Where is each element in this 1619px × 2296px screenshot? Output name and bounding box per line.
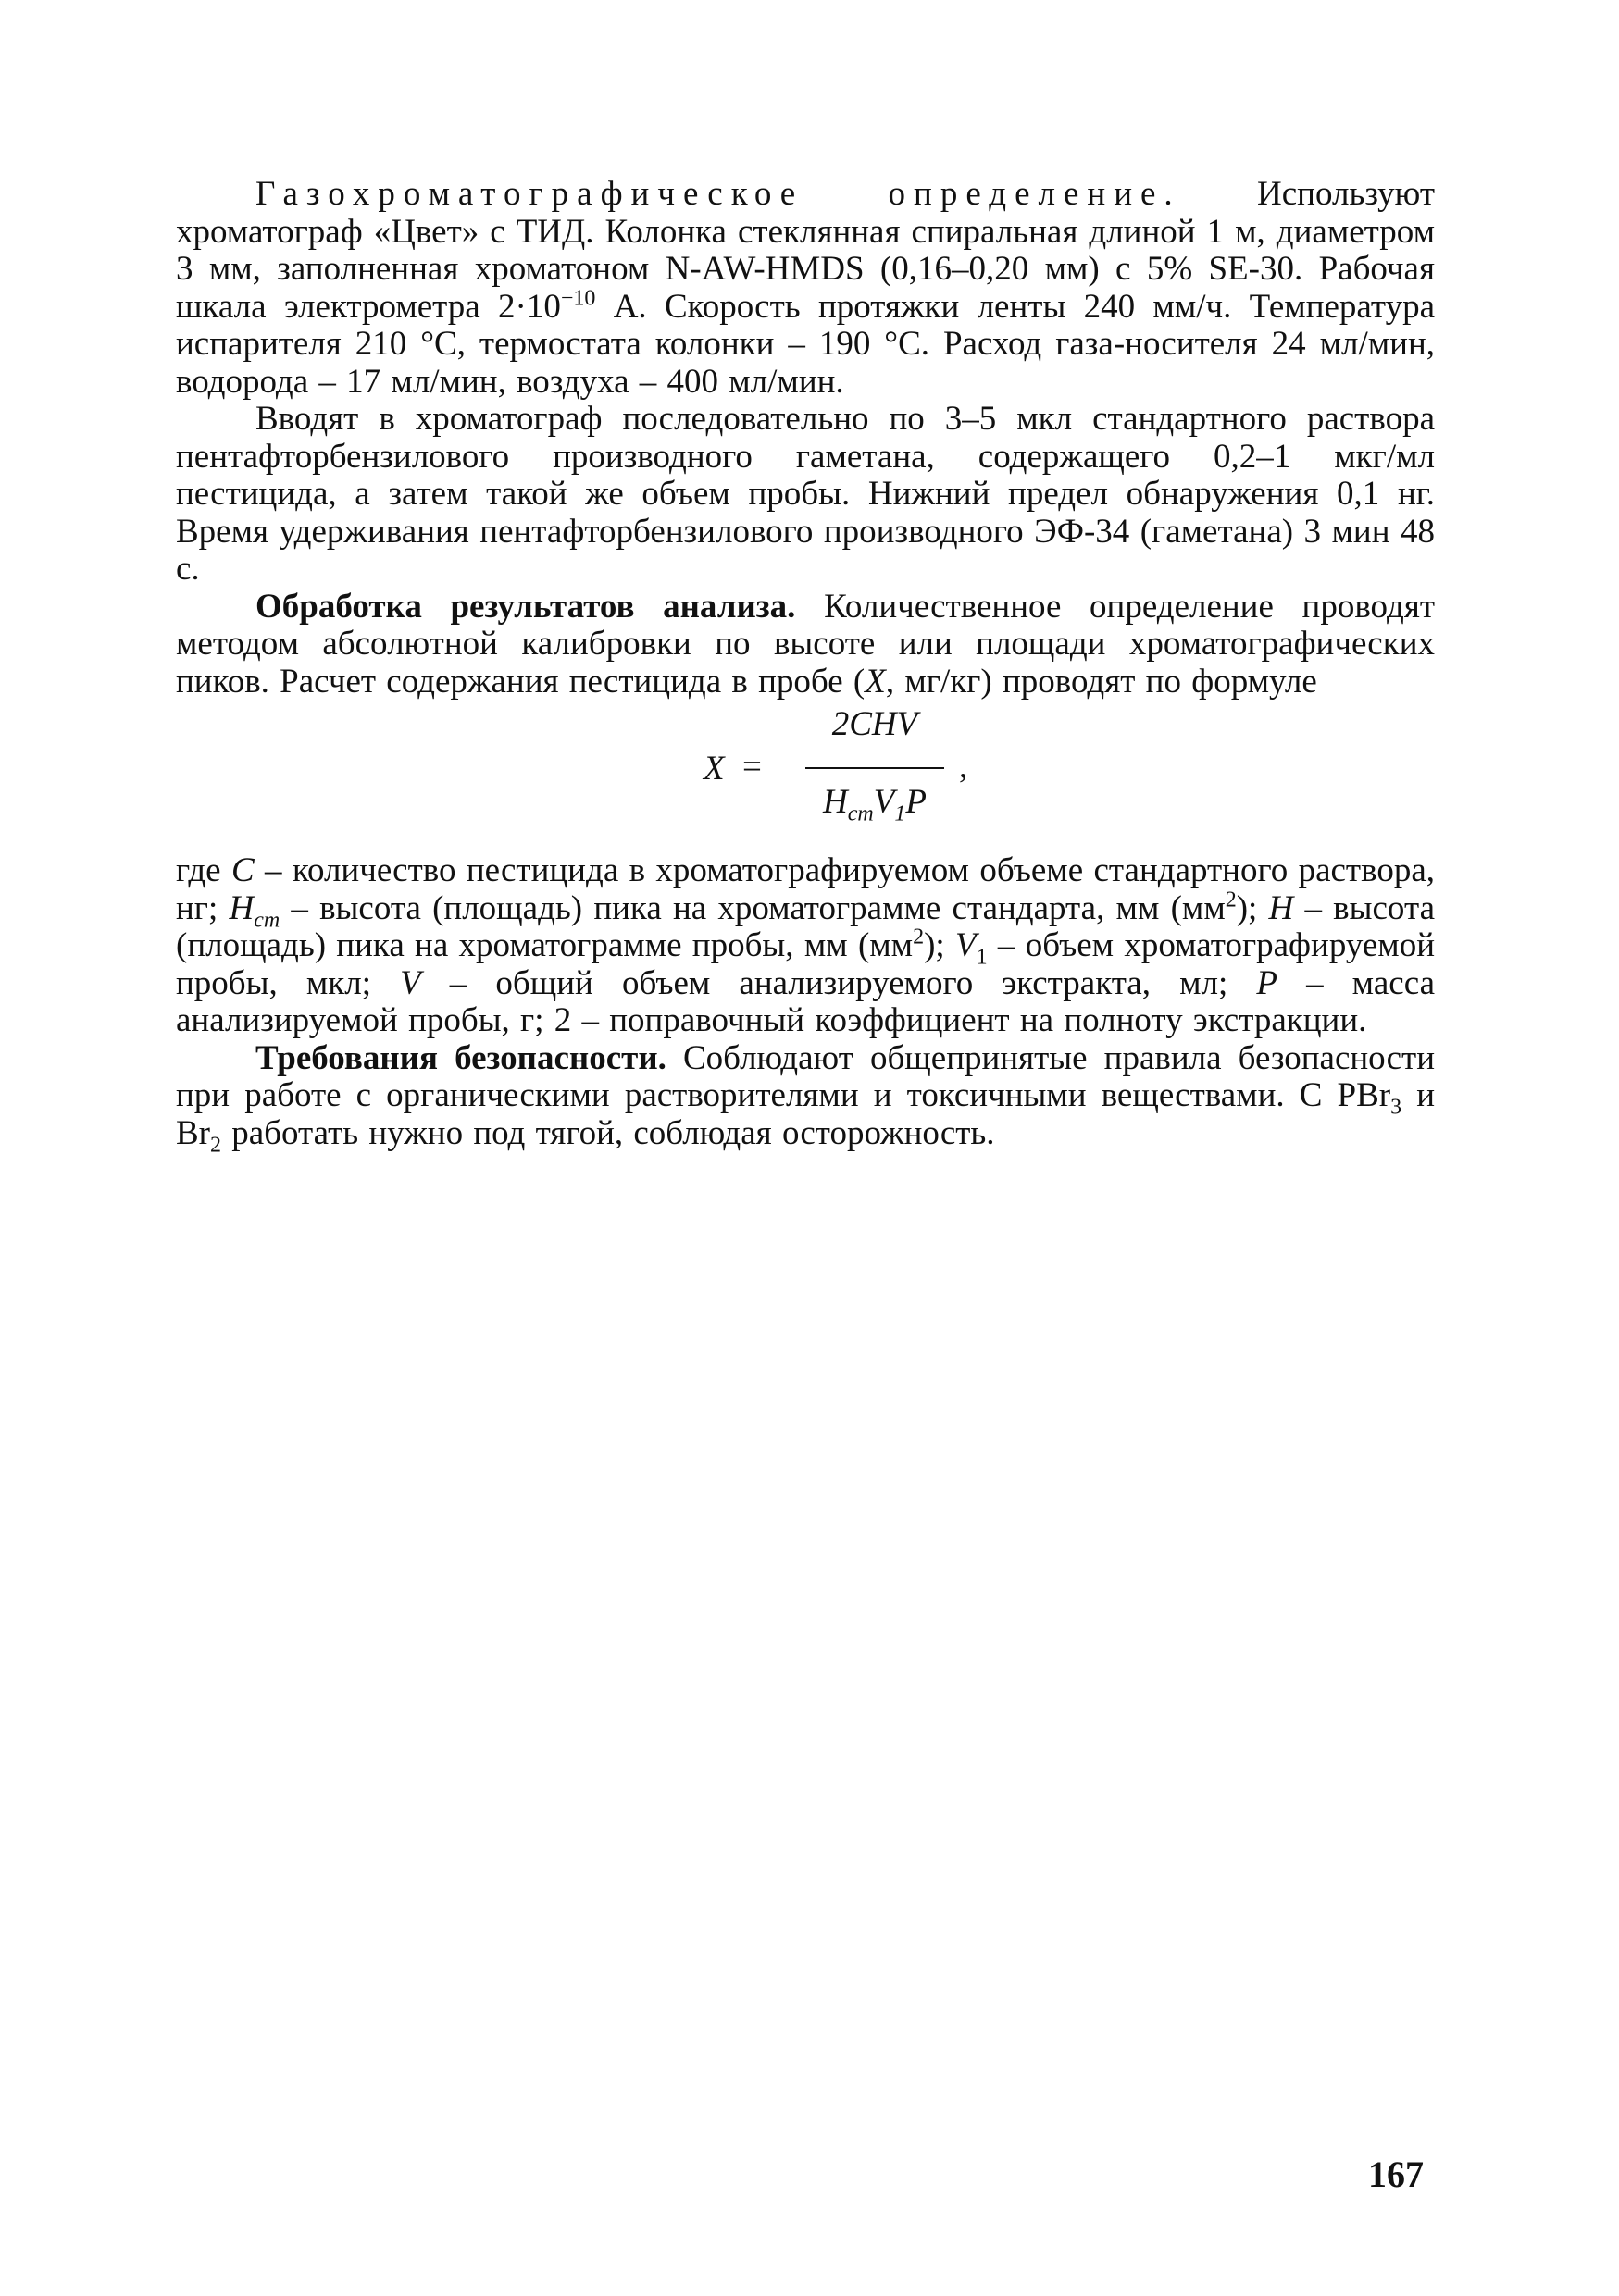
page-number: 167: [1368, 2153, 1424, 2195]
text: );: [1236, 888, 1269, 927]
subscript: 3: [1390, 1095, 1402, 1120]
subscript: ст: [254, 907, 280, 932]
section-heading-safety: Требования безопасности.: [255, 1038, 666, 1077]
text: и Br: [176, 1076, 1435, 1152]
den-v-sub: 1: [894, 801, 906, 826]
formula-numerator: 2CHV: [831, 705, 918, 743]
formula-denominator: [815, 782, 935, 826]
paragraph-text: Количественное определение проводят методом абсолютной калибровки по высоте или площади хроматографических пиков. Расчет содержания пестицида в пробе (: [176, 587, 1436, 701]
variable-p: P: [1256, 963, 1277, 1002]
text: работать нужно под тягой, соблюдая осторожность.: [221, 1113, 995, 1152]
den-p: P: [905, 783, 927, 821]
text: – объем хроматографируемой пробы, мкл;: [176, 926, 1435, 1002]
paragraph-text: Вводят в хроматограф последовательно по 3–5 мкл стандартного раствора пентафторбензилового производного гаметана, содержащего 0,2–1 мкг/мл пестицида, а затем такой же объем пробы. Нижний предел обнаружения 0,1 нг. Время удерживания пентафторбензилового производного ЭФ-34 (гаметана) 3 мин 48 с.: [176, 400, 1435, 588]
section-heading-gc: Газохроматографическое определение.: [255, 175, 1181, 213]
superscript: 2: [1225, 887, 1237, 912]
paragraph-variables: [176, 852, 1435, 1040]
variable-h: H: [1268, 888, 1294, 927]
paragraph-text: Используют хроматограф «Цвет» с ТИД. Колонка стеклянная спиральная длиной 1 м, диаметром 3 мм, заполненная хроматоном N-AW-HMDS (0,16–0,20 мм) с 5% SE-30. Рабочая шкала электрометра 2·10: [176, 175, 1435, 326]
den-h-sub: ст: [847, 801, 874, 826]
formula-equals: =: [742, 748, 762, 786]
paragraph-injection: [176, 401, 1435, 589]
superscript: −10: [560, 286, 596, 311]
paragraph-gc-method: [176, 176, 1435, 401]
text: где: [176, 851, 231, 889]
superscript: 2: [913, 925, 925, 949]
variable-hst: H: [229, 888, 255, 927]
den-h: H: [823, 783, 848, 821]
variable-c: C: [230, 851, 255, 889]
text: – высота (площадь) пика на хроматограмме пробы, мм (мм: [176, 888, 1435, 964]
paragraph-text: А. Скорость протяжки ленты 240 мм/ч. Температура испарителя 210 °С, термостата колонки – 190 °С. Расход газа-носителя 24 мл/мин, водорода – 17 мл/мин, воздуха – 400 мл/мин.: [176, 287, 1435, 401]
page-body: [176, 175, 1436, 1157]
formula-lhs: X: [704, 750, 725, 788]
den-v: V: [873, 783, 895, 821]
variable-v1: V: [955, 926, 977, 964]
text: – высота (площадь) пика на хроматограмме стандарта, мм (мм: [280, 888, 1226, 927]
text: );: [924, 926, 955, 964]
variable-v: V: [400, 963, 421, 1002]
variable-x: X: [865, 662, 886, 701]
paragraph-results: [176, 589, 1435, 701]
paragraph-text: , мг/кг) проводят по формуле: [885, 662, 1317, 701]
text: – количество пестицида в хроматографируемом объеме стандартного раствора, нг;: [176, 851, 1435, 927]
subscript: 2: [210, 1132, 221, 1157]
formula: [176, 704, 1435, 843]
text: – масса анализируемой пробы, г; 2 – поправочный коэффициент на полноту экстракции.: [176, 963, 1435, 1039]
paragraph-safety: [176, 1038, 1435, 1157]
section-heading-results: Обработка результатов анализа.: [255, 587, 796, 626]
formula-comma: ,: [959, 748, 968, 786]
subscript: 1: [976, 945, 988, 970]
text: – общий объем анализируемого экстракта, мл;: [420, 963, 1257, 1002]
text: Соблюдают общепринятые правила безопасности при работе с органическими растворителями и токсичными веществами. С PBr: [176, 1038, 1435, 1114]
fraction-bar: [805, 767, 944, 769]
